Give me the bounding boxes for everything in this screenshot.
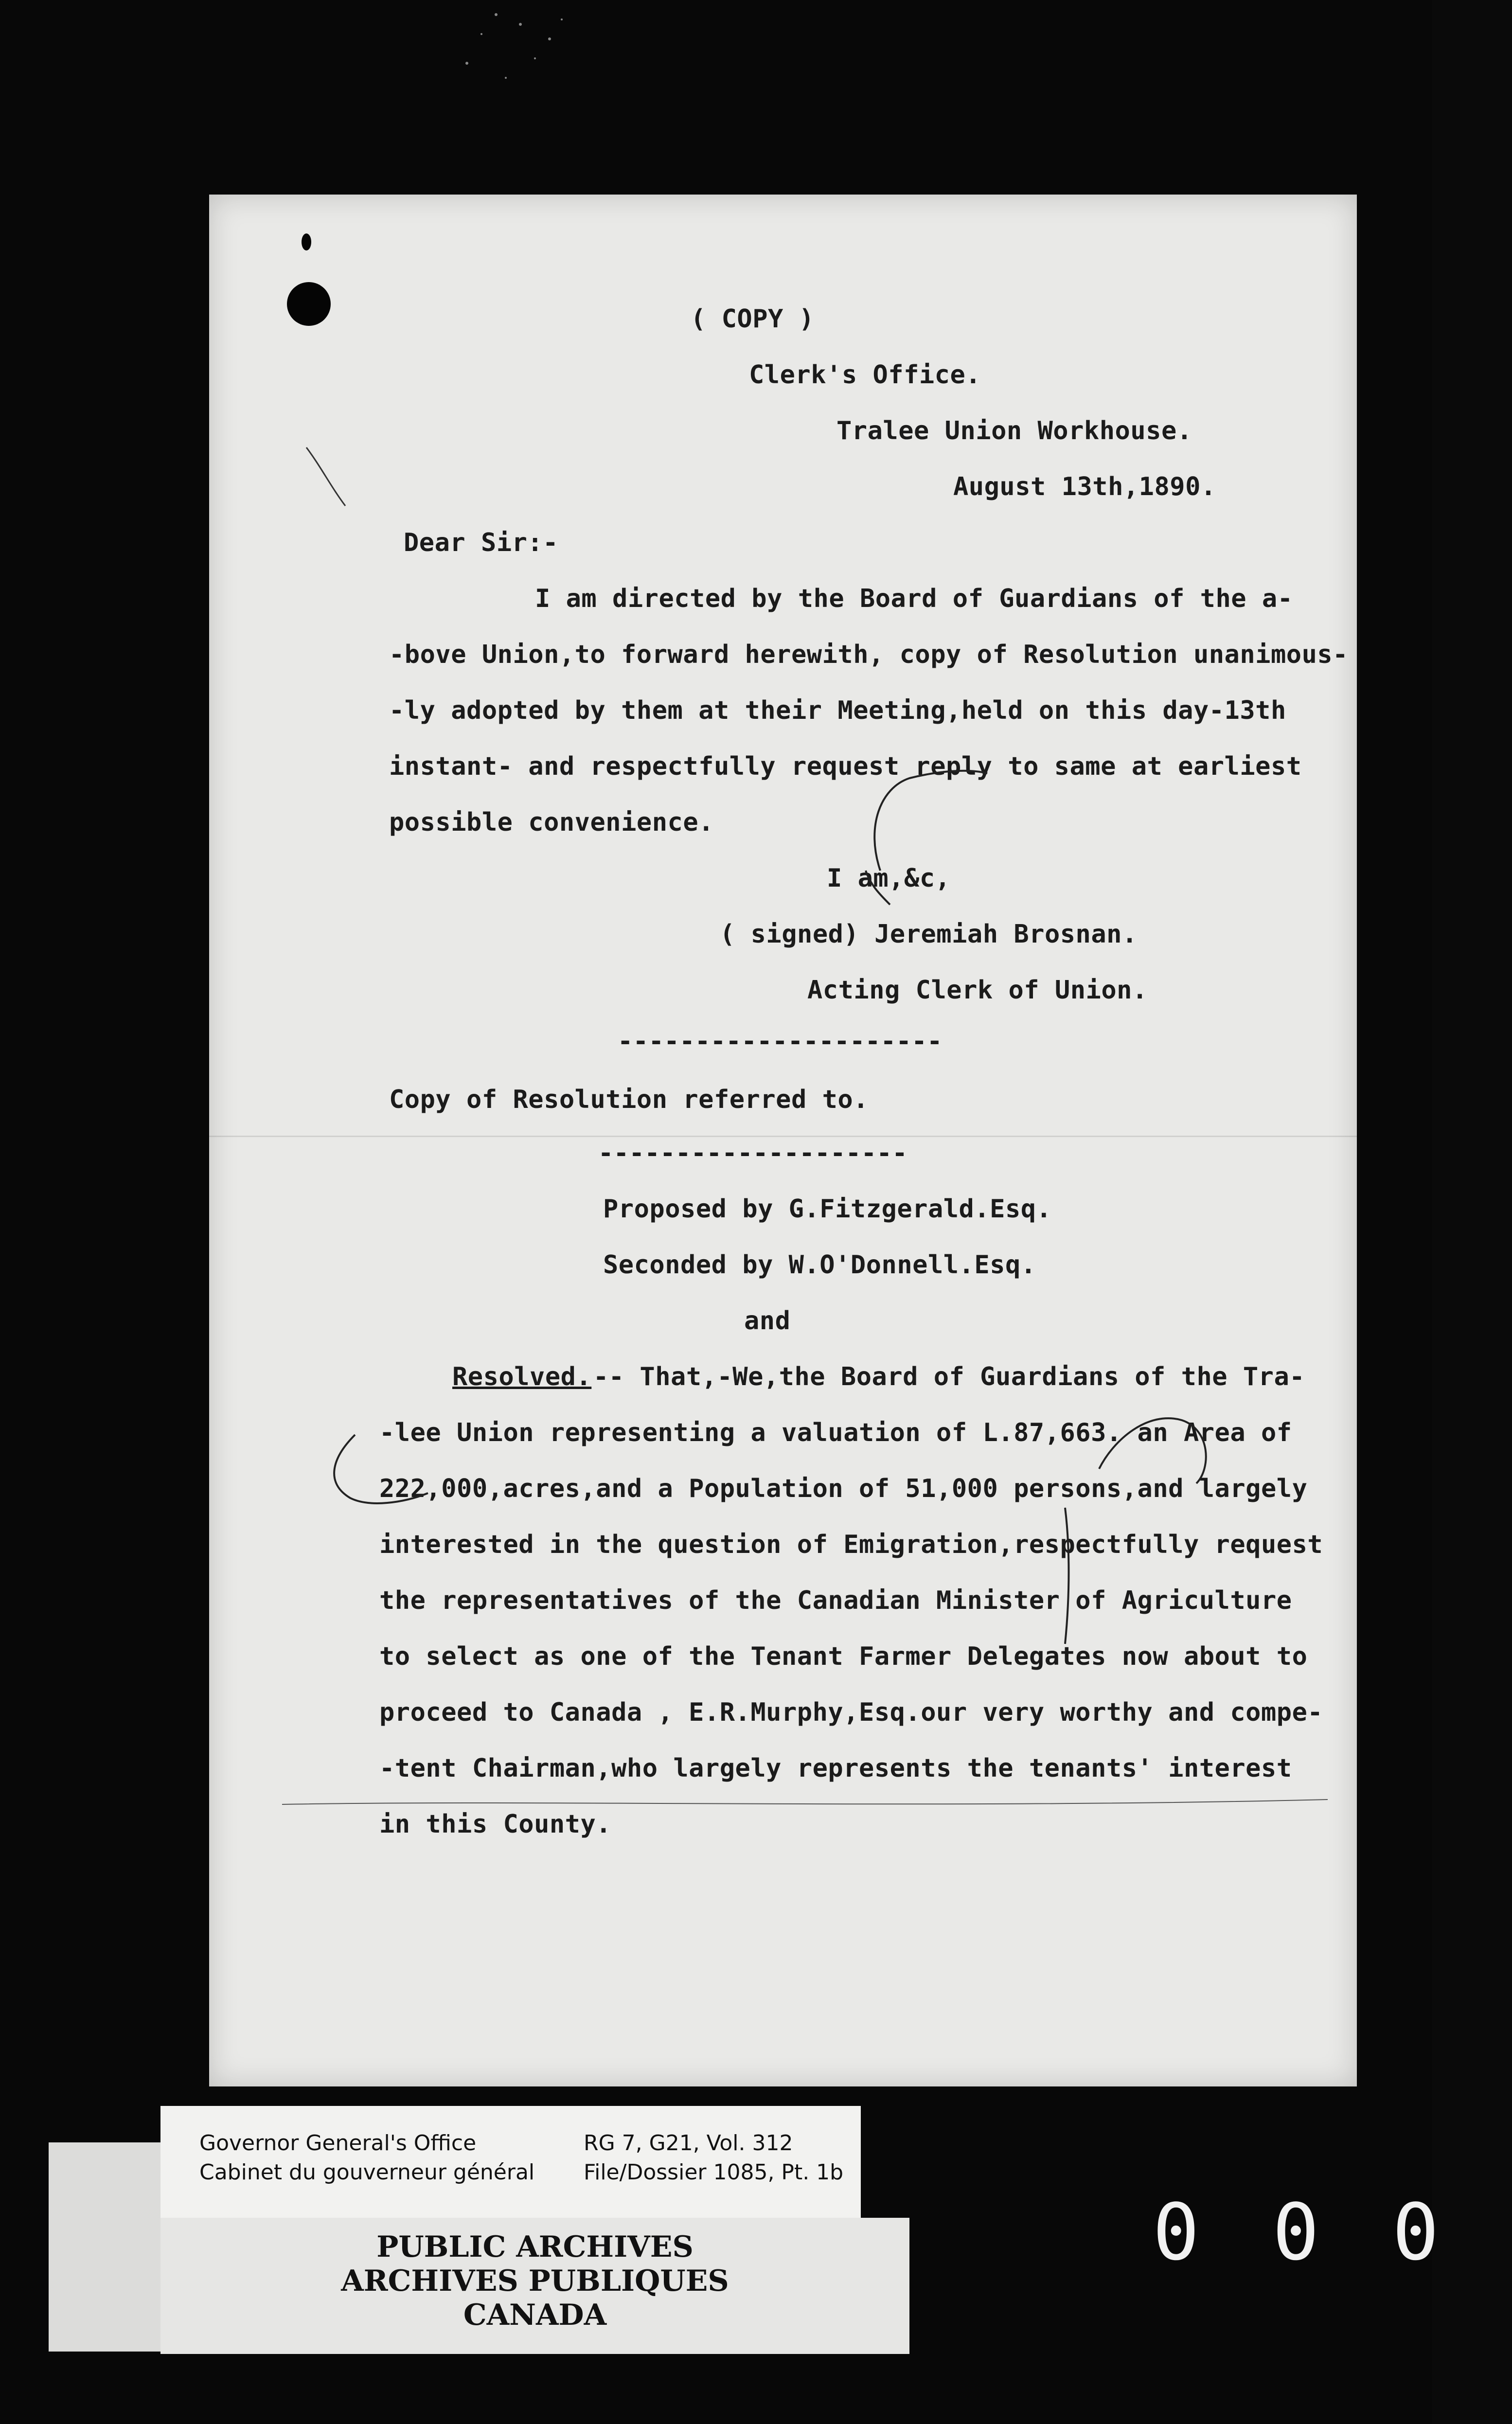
office-name-fr: Cabinet du gouverneur général <box>199 2160 535 2185</box>
punch-hole-mark <box>302 233 311 250</box>
divider: -------------------- <box>598 1139 908 1168</box>
resolution-line: proceed to Canada , E.R.Murphy,Esq.our very worthy and compe- <box>379 1698 1323 1727</box>
letter-body-line: I am directed by the Board of Guardians of the a- <box>535 584 1293 613</box>
resolved-heading: Resolved. <box>452 1362 592 1391</box>
proposer: Proposed by G.Fitzgerald.Esq. <box>603 1194 1052 1224</box>
sender-office: Clerk's Office. <box>749 360 981 390</box>
office-name-en: Governor General's Office <box>199 2131 477 2156</box>
letter-body-line: -ly adopted by them at their Meeting,held on this day-13th <box>389 696 1286 725</box>
letter-body-line: -bove Union,to forward herewith, copy of Resolution unanimous- <box>389 640 1349 669</box>
seconder: Seconded by W.O'Donnell.Esq. <box>603 1250 1036 1280</box>
sender-institution: Tralee Union Workhouse. <box>836 416 1192 446</box>
file-reference: File/Dossier 1085, Pt. 1b <box>584 2160 844 2185</box>
resolution-line: 222,000,acres,and a Population of 51,000 persons,and largely <box>379 1474 1308 1503</box>
film-specks <box>452 5 579 102</box>
document-page <box>209 195 1357 2086</box>
resolution-line: in this County. <box>379 1810 612 1839</box>
archive-label <box>160 2106 861 2218</box>
copy-heading: ( COPY ) <box>691 304 815 334</box>
conjunction: and <box>744 1306 791 1336</box>
resolution-line: -- That,-We,the Board of Guardians of the Tra- <box>593 1362 1305 1391</box>
label-tab <box>49 2142 160 2352</box>
archives-stamp <box>160 2218 909 2354</box>
frame-number: 000 <box>1153 2187 1512 2278</box>
page-fold-line <box>209 1136 1357 1137</box>
record-reference: RG 7, G21, Vol. 312 <box>584 2131 793 2156</box>
resolution-heading: Copy of Resolution referred to. <box>389 1085 869 1114</box>
resolution-line: the representatives of the Canadian Minister of Agriculture <box>379 1586 1292 1615</box>
letter-body-line: instant- and respectfully request reply to same at earliest <box>389 752 1302 781</box>
resolution-line: interested in the question of Emigration,respectfully request <box>379 1530 1323 1559</box>
closing: I am,&c, <box>827 864 951 893</box>
archives-fr: ARCHIVES PUBLIQUES <box>341 2264 729 2298</box>
letter-date: August 13th,1890. <box>953 472 1216 501</box>
resolution-line: -lee Union representing a valuation of L.87,663. an Area of <box>379 1418 1292 1447</box>
archives-en: PUBLIC ARCHIVES <box>376 2230 694 2264</box>
signer-title: Acting Clerk of Union. <box>807 976 1148 1005</box>
resolution-line: -tent Chairman,who largely represents the tenants' interest <box>379 1754 1292 1783</box>
letter-body-line: possible convenience. <box>389 808 714 837</box>
archives-country: CANADA <box>463 2298 607 2332</box>
divider: --------------------- <box>618 1027 943 1056</box>
punch-hole <box>287 282 331 326</box>
salutation: Dear Sir:- <box>404 528 559 557</box>
resolution-line: to select as one of the Tenant Farmer Delegates now about to <box>379 1642 1308 1671</box>
signature-line: ( signed) Jeremiah Brosnan. <box>720 920 1138 949</box>
